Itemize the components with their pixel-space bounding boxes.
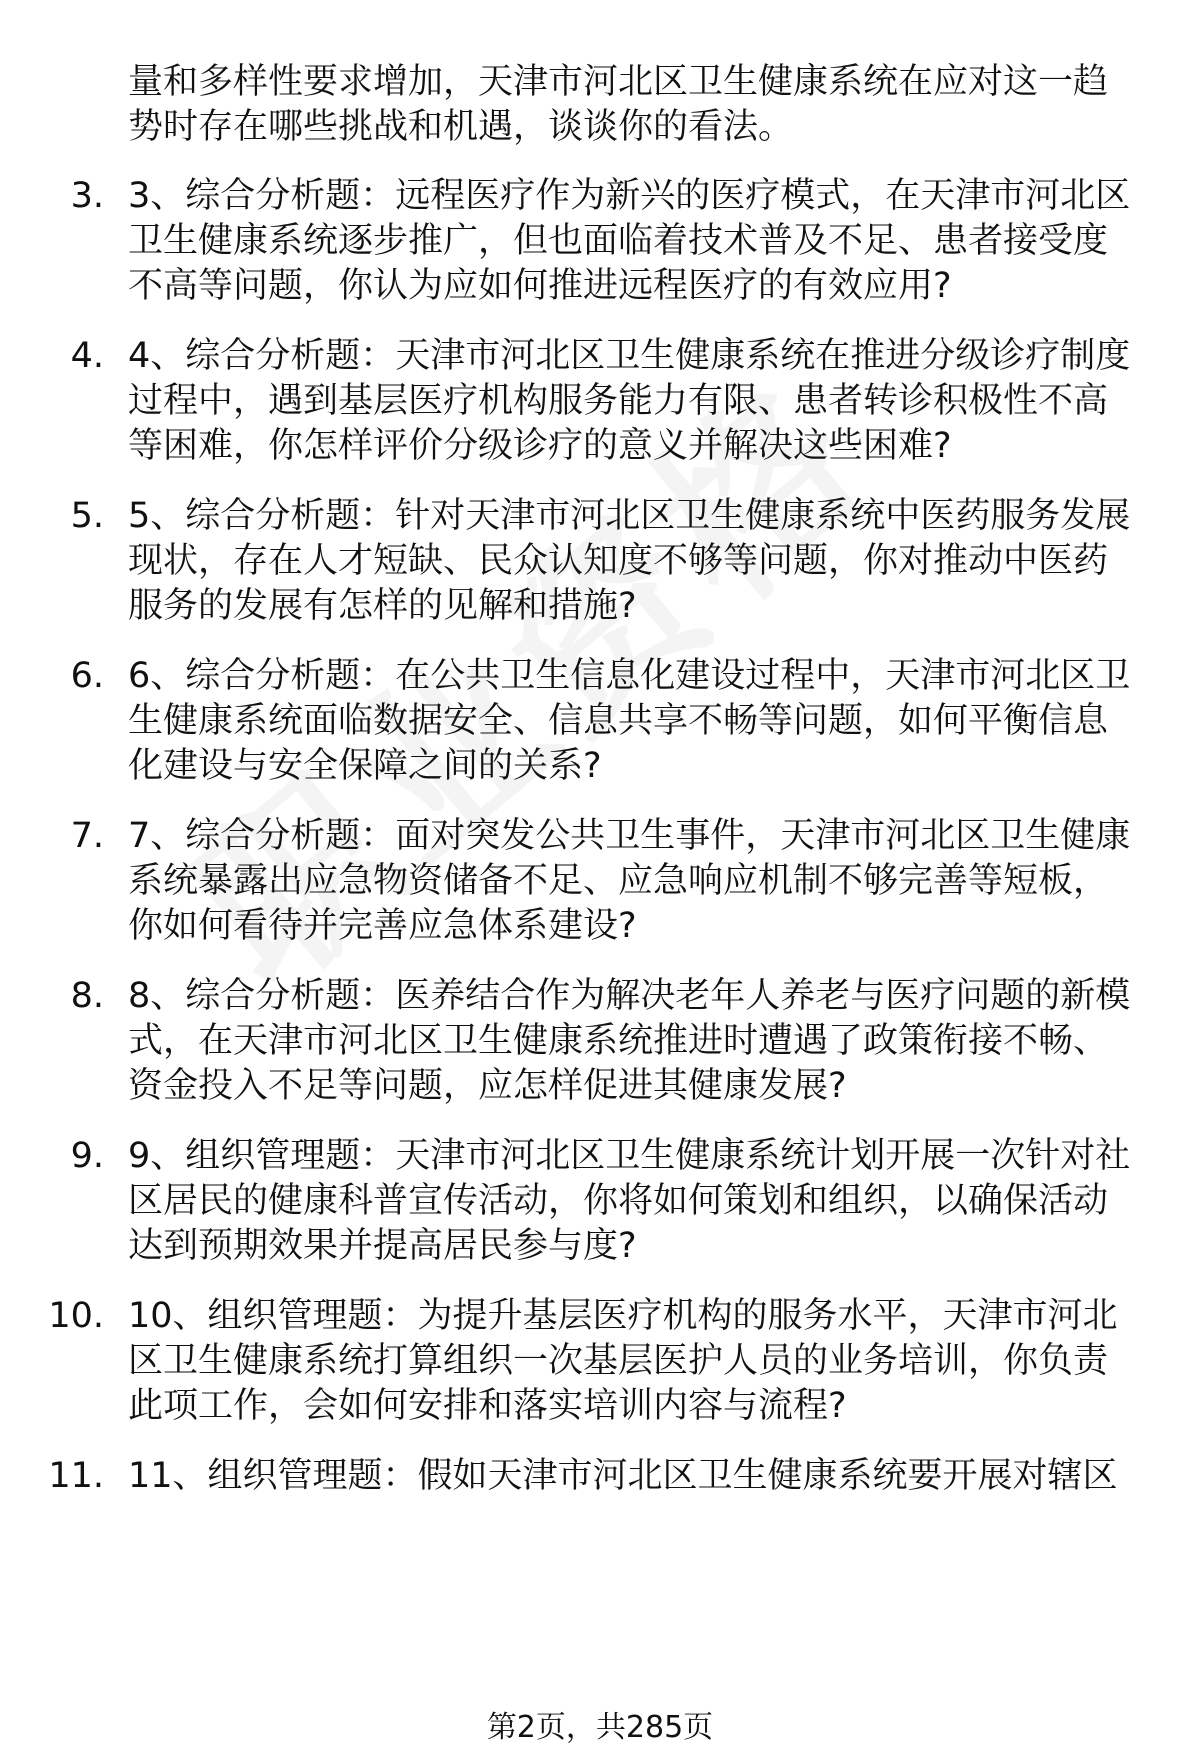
question-line: 达到预期效果并提高居民参与度? (128, 1226, 637, 1266)
item-number: 11. (48, 1456, 104, 1496)
question-line: 7、综合分析题：面对突发公共卫生事件，天津市河北区卫生健康 (128, 816, 1131, 856)
question-line: 系统暴露出应急物资储备不足、应急响应机制不够完善等短板， (128, 861, 1109, 901)
question-line: 区居民的健康科普宣传活动，你将如何策划和组织，以确保活动 (128, 1181, 1109, 1221)
question-line: 你如何看待并完善应急体系建设? (128, 906, 637, 946)
question-line: 化建设与安全保障之间的关系? (128, 746, 602, 786)
question-text (128, 174, 1178, 309)
question-text (128, 654, 1178, 789)
question-line: 等困难，你怎样评价分级诊疗的意义并解决这些困难? (128, 426, 952, 466)
item-number: 8. (70, 976, 104, 1016)
question-line: 不高等问题，你认为应如何推进远程医疗的有效应用? (128, 266, 952, 306)
question-text (128, 1134, 1178, 1269)
question-text (128, 1454, 1178, 1499)
question-text (128, 814, 1178, 949)
question-line: 10、组织管理题：为提升基层医疗机构的服务水平，天津市河北 (128, 1296, 1118, 1336)
continued-line: 量和多样性要求增加，天津市河北区卫生健康系统在应对这一趋 (128, 62, 1109, 102)
question-text (128, 1294, 1178, 1429)
question-line: 此项工作，会如何安排和落实培训内容与流程? (128, 1386, 847, 1426)
item-number: 6. (70, 656, 104, 696)
item-number: 10. (48, 1296, 104, 1336)
question-line: 现状，存在人才短缺、民众认知度不够等问题，你对推动中医药 (128, 541, 1109, 581)
question-text (128, 334, 1178, 469)
continued-line: 势时存在哪些挑战和机遇，谈谈你的看法。 (128, 107, 794, 147)
question-line: 6、综合分析题：在公共卫生信息化建设过程中，天津市河北区卫 (128, 656, 1131, 696)
question-line: 11、组织管理题：假如天津市河北区卫生健康系统要开展对辖区 (128, 1456, 1118, 1496)
item-number: 7. (70, 816, 104, 856)
question-line: 9、组织管理题：天津市河北区卫生健康系统计划开展一次针对社 (128, 1136, 1131, 1176)
continued-paragraph (128, 60, 1158, 150)
item-number: 4. (70, 336, 104, 376)
question-line: 过程中，遇到基层医疗机构服务能力有限、患者转诊积极性不高 (128, 381, 1109, 421)
item-number: 9. (70, 1136, 104, 1176)
question-line: 卫生健康系统逐步推广，但也面临着技术普及不足、患者接受度 (128, 221, 1109, 261)
question-line: 生健康系统面临数据安全、信息共享不畅等问题，如何平衡信息 (128, 701, 1109, 741)
question-text (128, 494, 1178, 629)
question-line: 式，在天津市河北区卫生健康系统推进时遭遇了政策衔接不畅、 (128, 1021, 1109, 1061)
item-number: 5. (70, 496, 104, 536)
question-line: 8、综合分析题：医养结合作为解决老年人养老与医疗问题的新模 (128, 976, 1131, 1016)
question-line: 3、综合分析题：远程医疗作为新兴的医疗模式，在天津市河北区 (128, 176, 1131, 216)
question-line: 服务的发展有怎样的见解和措施? (128, 586, 637, 626)
page-footer: 第2页，共285页 (486, 1710, 714, 1745)
question-line: 5、综合分析题：针对天津市河北区卫生健康系统中医药服务发展 (128, 496, 1131, 536)
question-line: 4、综合分析题：天津市河北区卫生健康系统在推进分级诊疗制度 (128, 336, 1131, 376)
question-line: 资金投入不足等问题，应怎样促进其健康发展? (128, 1066, 847, 1106)
item-number: 3. (70, 176, 104, 216)
question-text (128, 974, 1178, 1109)
question-line: 区卫生健康系统打算组织一次基层医护人员的业务培训，你负责 (128, 1341, 1109, 1381)
